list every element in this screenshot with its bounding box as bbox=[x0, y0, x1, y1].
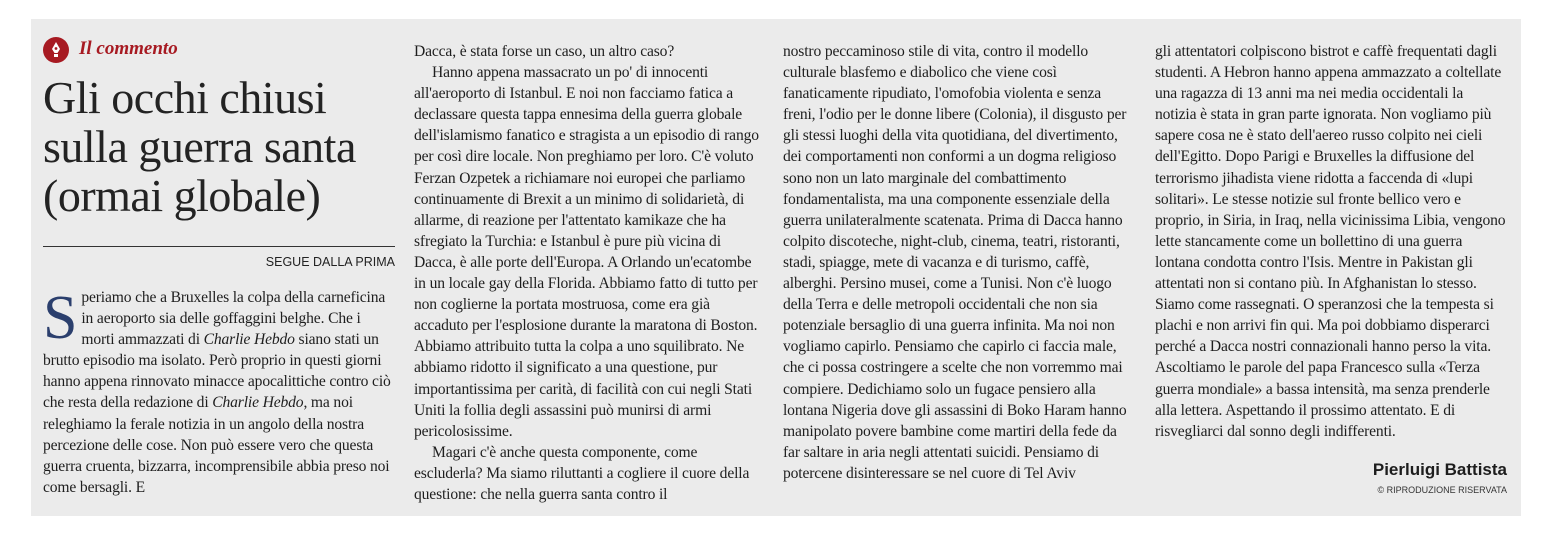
paragraph: Magari c'è anche questa componente, come escluderla? Ma siamo riluttanti a cogliere il cuore della questione: che nella guerra santa contro il bbox=[414, 443, 750, 503]
headline: Gli occhi chiusi sulla guerra santa (ormai globale) bbox=[43, 72, 356, 221]
article-panel bbox=[31, 19, 1521, 516]
drop-cap: S bbox=[43, 284, 78, 352]
copyright-notice: © RIPRODUZIONE RISERVATA bbox=[1377, 485, 1507, 495]
divider bbox=[43, 246, 395, 247]
column-3 bbox=[783, 41, 1135, 484]
italic-title: Charlie Hebdo bbox=[203, 331, 295, 349]
kicker-label: Il commento bbox=[79, 38, 178, 59]
author-byline: Pierluigi Battista bbox=[1372, 460, 1507, 479]
segue-label: SEGUE DALLA PRIMA bbox=[265, 255, 395, 269]
text-run: periamo che a Bruxelles la colpa della carneficina in aeroporto sia delle goffaggini belghe. Che i morti ammazzati di bbox=[81, 289, 386, 349]
text-run: siano stati un brutto episodio ma isolato. Però proprio in questi giorni hanno appena rinnovato minacce apocalittiche contro ciò che resta della redazione di bbox=[43, 331, 391, 412]
column-1 bbox=[43, 284, 395, 498]
paragraph: gli attentatori colpiscono bistrot e caffè frequentati dagli studenti. A Hebron hanno appena ammazzato a coltellate una ragazza di 13 anni ma nei media occidentali la notizia è stata in gran parte ignorata. Non vogliamo più sapere cosa ne è stato dell'aereo russo colpito nei cieli dell'Egitto. Dopo Parigi e Bruxelles la diffusione del terrorismo jihadista viene ridotta a faccenda di «lupi solitari». Le stesse notizie sul fronte bellico vero e proprio, in Siria, in Iraq, nella vicinissima Libia, vengono lette stancamente come un bollettino di una guerra lontana condotta contro l'Isis. Mentre in Pakistan gli attentati non si contano più. In Afghanistan lo stesso. Siamo come rassegnati. O speranzosi che la tempesta si plachi e non arrivi fin qui. Ma poi dobbiamo disperarci perché a Dacca nostri connazionali hanno perso la vita. Ascoltiamo le parole del papa Francesco sulla «Terza guerra mondiale» a bassa intensità, ma senza prenderle alla lettera. Aspettando il prossimo attentato. E di risvegliarci dal sonno degli indifferenti. bbox=[1155, 43, 1506, 440]
column-4 bbox=[1155, 41, 1507, 442]
paragraph: Hanno appena massacrato un po' di innocenti all'aeroporto di Istanbul. E noi non facciamo fatica a declassare questa tappa ennesima della guerra globale dell'islamismo fanatico e stragista a un episodio di rango per così dire locale. Non preghiamo per loro. C'è voluto Ferzan Ozpetek a richiamare noi europei che parliamo continuamente di Brexit a un minimo di solidarietà, di allarme, di reazione per l'attentato kamikaze che ha sfregiato la Turchia: e Istanbul è pure più vicina di Dacca, è alle porte dell'Europa. A Orlando un'ecatombe in un locale gay della Florida. Abbiamo fatto di tutto per non coglierne la portata mostruosa, come era già accaduto per l'esplosione durante la maratona di Boston. Abbiamo attribuito tutta la colpa a uno squilibrato. Ne abbiamo ridotto il significato a una questione, pur importantissima per carità, di facilità con cui negli Stati Uniti la follia degli assassini può munirsi di armi pericolosissime. bbox=[414, 64, 759, 440]
paragraph: Dacca, è stata forse un caso, un altro caso? bbox=[414, 43, 675, 60]
paragraph bbox=[43, 284, 395, 498]
column-2 bbox=[414, 41, 764, 505]
italic-title: Charlie Hebdo bbox=[212, 394, 304, 412]
pen-nib-icon bbox=[43, 37, 69, 63]
paragraph: nostro peccaminoso stile di vita, contro il modello culturale blasfemo e diabolico che viene così fanaticamente ripudiato, l'omofobia violenta e senza freni, l'odio per le donne libere (Colonia), il disgusto per gli stessi luoghi della vita quotidiana, del divertimento, dei comportamenti non conformi a un dogma religioso sono non un lato marginale del combattimento fondamentalista, ma una componente essenziale della guerra unilateralmente scatenata. Prima di Dacca hanno colpito discoteche, night-club, cinema, teatri, ristoranti, stadi, spiagge, mete di vacanza e di turismo, caffè, alberghi. Persino musei, come a Tunisi. Non c'è luogo della Terra e delle metropoli occidentali che non sia potenziale bersaglio di una guerra infinita. Ma noi non vogliamo capirlo. Pensiamo che capirlo ci faccia male, che ci possa costringere a scelte che non vorremmo mai compiere. Dedichiamo solo un fugace pensiero alla lontana Nigeria dove gli assassini di Boko Haram hanno manipolato povere bambine come martiri della fede da far saltare in aria negli attentati suicidi. Pensiamo di potercene disinteressare se nel cuore di Tel Aviv bbox=[783, 43, 1127, 482]
text-run: , ma noi releghiamo la ferale notizia in un angolo della nostra percezione delle cose. Non può essere vero che questa guerra cruenta, bizzarra, incomprensibile abbia preso noi come bersagli. E bbox=[43, 394, 390, 496]
